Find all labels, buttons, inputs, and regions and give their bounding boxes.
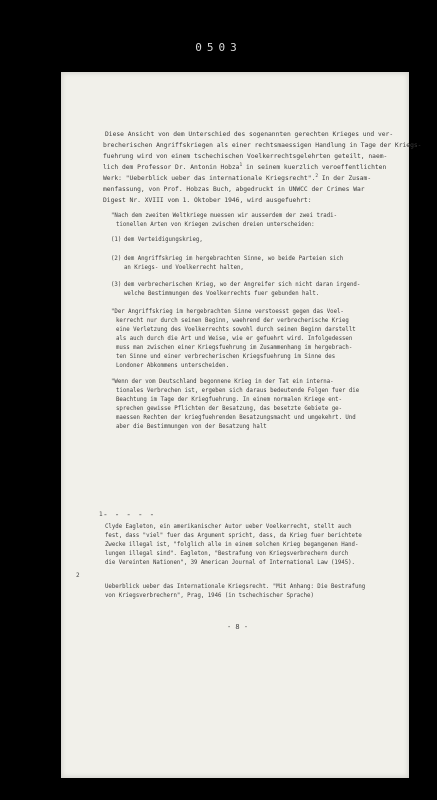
quote-line: "Wenn der vom Deutschland begonnene Krieg in der Tat ein interna- — [111, 379, 334, 385]
paragraph-line: Diese Ansicht von dem Unterschied des sogenannten gerechten Krieges und ver- — [105, 131, 394, 138]
document-page — [61, 72, 422, 778]
archive-stamp-number: 0503 — [195, 41, 242, 54]
list-item-number: (1) — [111, 237, 122, 243]
paragraph-text: lich dem Professor Dr. Antonin Hobza — [103, 164, 240, 171]
list-item-text: dem verbrecherischen Krieg, wo der Angreifer sich nicht daran irgend- — [124, 282, 361, 288]
quote-line: Londoner Abkommens unterscheiden. — [116, 363, 229, 369]
quote-line: als auch durch die Art und Weise, wie er gefuehrt wird. Infolgedessen — [116, 336, 353, 342]
quote-line: tionellen Arten von Kriegen zwischen dreien unterscheiden: — [116, 222, 315, 228]
list-item-number: (2) — [111, 256, 122, 262]
footnote-line: lungen illegal sind". Eagleton, "Bestrafung von Kriegsverbrechern durch — [105, 551, 349, 557]
quote-line: Beachtung im Tage der Kriegfuehrung. In einem normalen Kriege ent- — [116, 397, 342, 403]
paragraph-text: in seinem kuerzlich veroeffentlichten — [242, 164, 387, 171]
footnote-line: Ueberblick ueber das Internationale Kriegsrecht. "Mit Anhang: Die Bestrafung — [105, 584, 366, 590]
paragraph-text: In der Zusam- — [318, 175, 372, 182]
paragraph-line — [103, 163, 386, 173]
list-item-text: dem Angriffskrieg im hergebrachten Sinne, wo beide Parteien sich — [124, 256, 344, 262]
footnote-line: fest, dass "viel" fuer das Argument spricht, dass, da Krieg fuer berichtete — [105, 533, 362, 539]
quote-line: muss man zwischen einer Kriegsfuehrung im Zusammenhang im hergebrach- — [116, 345, 353, 351]
paragraph-line: Digest Nr. XVIII vom 1. Oktober 1946, wird ausgefuehrt: — [103, 197, 312, 204]
footnote-ref: 1 — [239, 162, 243, 168]
quote-line: aber die Bestimmungen von der Besatzung halt — [116, 424, 267, 430]
page-number: - 8 - — [227, 623, 249, 631]
list-item-text: an Kriegs- und Voelkerrecht halten, — [124, 265, 244, 271]
footnote-number: 1 — [99, 511, 103, 518]
paragraph-line — [103, 174, 371, 184]
footnote-separator: - - - - - — [103, 510, 156, 519]
footnote-number: 2 — [76, 572, 80, 579]
quote-line: kerrecht nur durch seinen Beginn, waehrend der verbrecherische Krieg — [116, 318, 349, 324]
paragraph-line: brecherischen Angriffskriegen als einer rechtsmaessigen Handlung in Tage der Kriegs- — [103, 142, 422, 149]
quote-line: "Der Angriffskrieg im hergebrachten Sinne verstoesst gegen das Voel- — [111, 309, 344, 315]
paragraph-line: menfassung, von Prof. Hobzas Buch, abgedruckt in UNWCC der Crimes War — [103, 186, 365, 193]
quote-line: maessen Rechten der kriegfuehrenden Besatzungsmacht und umgekehrt. Und — [116, 415, 356, 421]
quote-line: tionales Verbrechen ist, ergeben sich daraus bedeutende Folgen fuer die — [116, 388, 360, 394]
paragraph-line: fuehrung wird von einem tschechischen Voelkerrechtsgelehrten geteilt, naem- — [103, 153, 388, 160]
footnote-ref: 2 — [315, 173, 319, 179]
footnote-line: Clyde Eagleton, ein amerikanischer Autor ueber Voelkerrecht, stellt auch — [105, 524, 352, 530]
footnote-line: von Kriegsverbrechern", Prag, 1946 (in tschechischer Sprache) — [105, 593, 314, 599]
quote-line: ten Sinne und einer verbrecherischen Kriegsfuehrung im Sinne des — [116, 354, 336, 360]
footnote-line: die Vereinten Nationen", 39 American Journal of International Law (1945). — [105, 560, 355, 566]
quote-line: "Nach dem zweiten Weltkriege muessen wir ausserdem der zwei tradi- — [111, 213, 337, 219]
list-item-number: (3) — [111, 282, 122, 288]
quote-line: eine Verletzung des Voelkerrechts sowohl durch seinen Beginn darstellt — [116, 327, 356, 333]
list-item-text: dem Verteidigungskrieg, — [124, 237, 203, 243]
list-item-text: welche Bestimmungen des Voelkerrechts fuer gebunden halt. — [124, 291, 320, 297]
footnote-line: Zwecke illegal ist, "folglich alle in einem solchen Krieg begangenen Hand- — [105, 542, 359, 548]
quote-line: sprechen gewisse Pflichten der Besatzung, das besetzte Gebiete ge- — [116, 406, 342, 412]
paragraph-text: Werk: "Ueberblick ueber das internationale Kriegsrecht". — [103, 175, 316, 182]
